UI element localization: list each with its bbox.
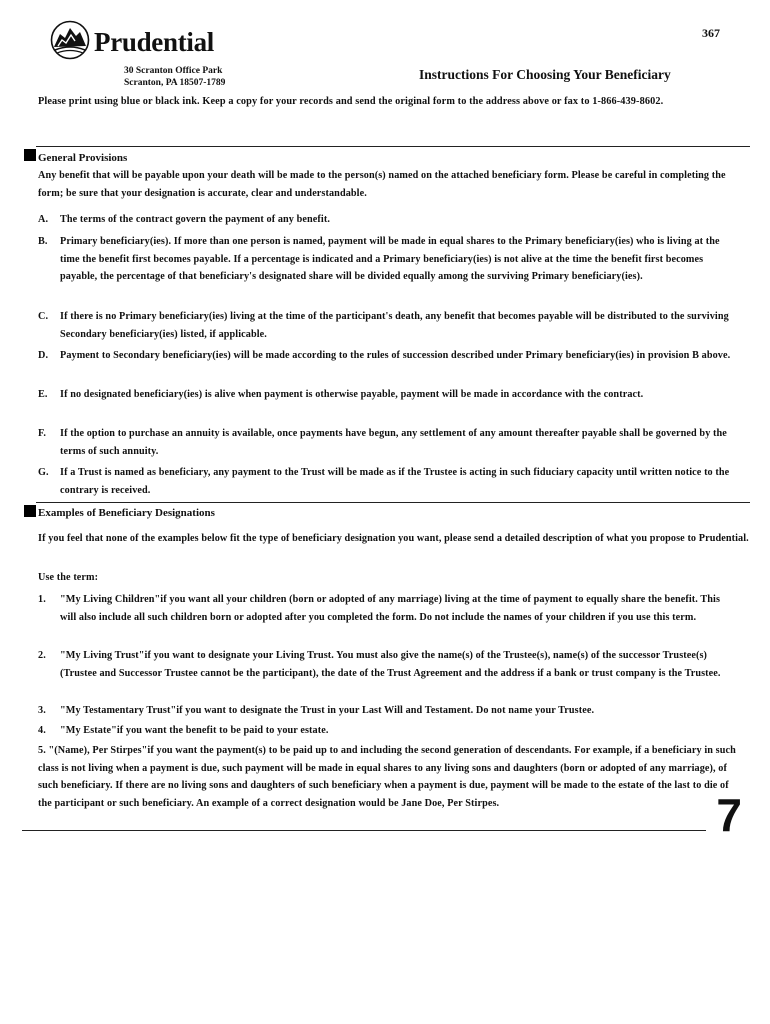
section-marker [24,505,36,517]
example-text: "My Living Children"if you want all your children (born or adopted of any marriage) living at the time of payment to equally share the benefit. This will also include all such children born or adopted after you completed the form. Do not include the names of your children if you use this term. [60,594,721,623]
general-provisions-heading: General Provisions [38,152,128,164]
provision-label: F. [38,428,47,439]
example-item [38,591,738,626]
rock-logo-icon [50,20,90,60]
provision-item [38,308,738,343]
example-text: "My Living Trust"if you want to designate your Living Trust. You must also give the name(s) of the Trustee(s), name(s) of the successor Trustee(s) (Trustee and Successor Trustee cannot be the participant), the date of the Trust Agreement and the address if a bank or trust company is the Trustee. [60,650,721,679]
provision-label: E. [38,389,48,400]
page-title: Instructions For Choosing Your Beneficiary [419,67,671,82]
bottom-divider [22,830,706,831]
provision-text: If the option to purchase an annuity is available, once payments have begun, any settlement of any amount thereafter payable shall be governed by the terms of such annuity. [60,428,727,457]
provision-label: B. [38,236,48,247]
brand-name: Prudential [94,26,215,57]
example-text: "My Testamentary Trust"if you want to designate the Trust in your Last Will and Testament. Do not name your Trustee. [60,705,595,716]
example-label: 4. [38,725,46,736]
example-item [38,722,738,740]
page-marker: 7 [716,789,742,841]
example-label: 3. [38,705,46,716]
address-line-2: Scranton, PA 18507-1789 [124,78,226,88]
general-provisions-intro: Any benefit that will be payable upon your death will be made to the person(s) named on the attached beneficiary form. Please be careful in completing the form; be sure that your designation is accurate, clear and understandable. [38,170,726,199]
address-line-1: 30 Scranton Office Park [124,66,223,76]
section-divider [36,502,750,503]
mailing-address [124,65,225,89]
example-text: "My Estate"if you want the benefit to be paid to your estate. [60,725,329,736]
example-item [38,702,738,720]
provision-text: If a Trust is named as beneficiary, any payment to the Trust will be made as if the Trustee is acting in such fiduciary capacity until written notice to the contrary is received. [60,467,730,496]
intro-instructions: Please print using blue or black ink. Keep a copy for your records and send the original form to the address above or fax to 1-866-439-8602. [38,96,664,107]
use-the-term: Use the term: [38,572,99,583]
section-marker [24,149,36,161]
examples-heading: Examples of Beneficiary Designations [38,507,215,519]
provision-item [38,425,738,460]
prudential-logo [50,20,214,60]
provision-item [38,464,738,499]
examples-intro: If you feel that none of the examples below fit the type of beneficiary designation you want, please send a detailed description of what you propose to Prudential. [38,533,749,544]
provision-text: If there is no Primary beneficiary(ies) living at the time of the participant's death, any benefit that becomes payable will be distributed to the surviving Secondary beneficiary(ies) listed, if applicable. [60,311,729,340]
provision-item [38,233,738,286]
provision-item [38,347,738,365]
example-item-per-stirpes: 5. "(Name), Per Stirpes"if you want the payment(s) to be paid up to and including the second generation of descendants. For example, if a beneficiary in such class is not living when a payment is due, such payment will be made in equal shares to any living sons and daughters (born or adopted of any marriage), of such beneficiary. If there are no living sons and daughters of such beneficiary when a payment is due, payment will be made to the estate of the last to die of the participant or such beneficiary. An example of a correct designation would be Jane Doe, Per Stirpes. [38,745,736,809]
provision-label: G. [38,467,49,478]
example-label: 2. [38,650,46,661]
provision-text: Primary beneficiary(ies). If more than one person is named, payment will be made in equal shares to the Primary beneficiary(ies) who is living at the time the benefit first becomes payable. If a percentage is indicated and a Primary beneficiary(ies) is not alive at the time the benefit first becomes payable, the percentage of that beneficiary's designated share will be divided equally among the surviving Primary beneficiary(ies). [60,236,720,282]
example-label: 1. [38,594,46,605]
provision-label: A. [38,214,49,225]
provision-text: Payment to Secondary beneficiary(ies) will be made according to the rules of succession described under Primary beneficiary(ies) in provision B above. [60,350,731,361]
example-item [38,647,738,682]
form-number: 367 [702,26,720,40]
provision-label: D. [38,350,49,361]
provision-text: The terms of the contract govern the payment of any benefit. [60,214,330,225]
provision-label: C. [38,311,49,322]
provision-item [38,386,738,404]
section-divider [36,146,750,147]
provision-item [38,211,738,229]
provision-text: If no designated beneficiary(ies) is alive when payment is otherwise payable, payment will be made in accordance with the contract. [60,389,644,400]
